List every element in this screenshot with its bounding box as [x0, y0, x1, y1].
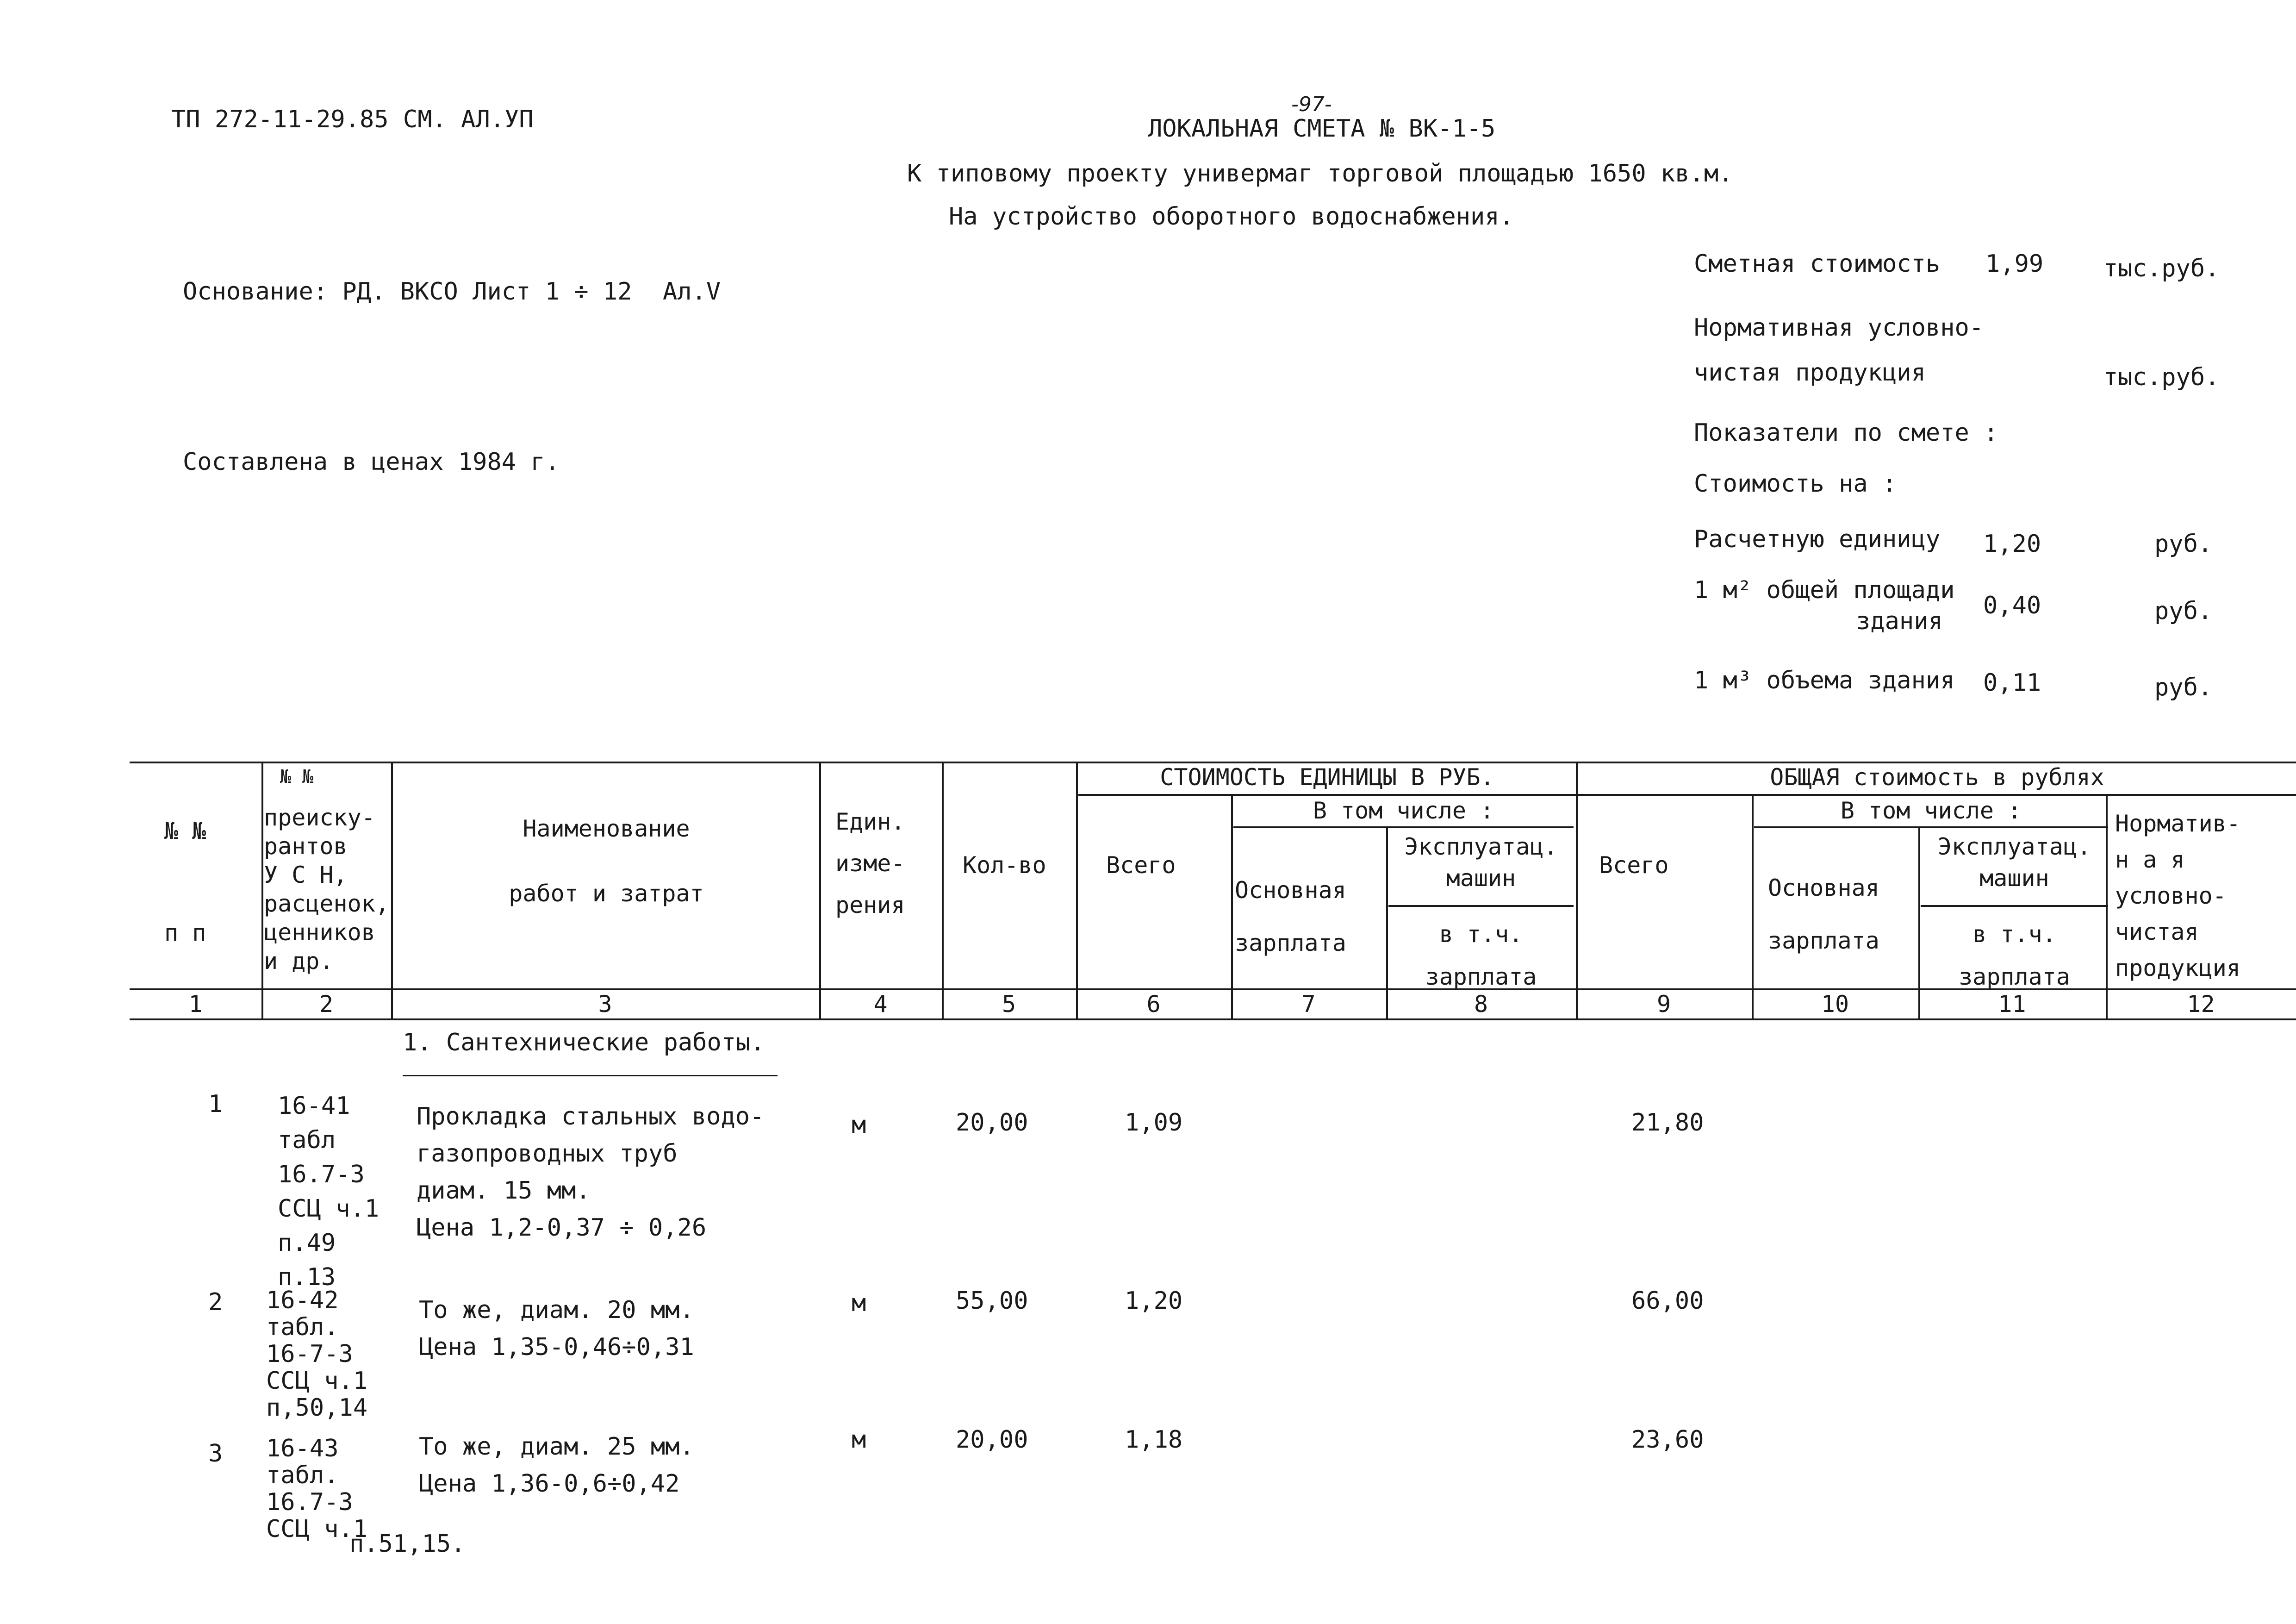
col-header-total-machine-wages: в т.ч. зарплата — [1959, 921, 2070, 990]
basis-text: Основание: РД. ВКСО Лист 1 ÷ 12 — [183, 278, 632, 306]
area-label-1: 1 м² общей площади — [1694, 576, 1955, 604]
area-unit: руб. — [2154, 597, 2213, 625]
page-number: -97- — [1291, 93, 1332, 116]
col-divider-9 — [1752, 794, 1754, 1018]
total-cost-header: ОБЩАЯ стоимость в рублях — [1770, 764, 2104, 791]
row-quantity: 55,00 — [956, 1287, 1028, 1315]
col-header-price-list: преиску- рантов У С Н, расценок, ценников и др. — [264, 804, 389, 974]
norm-label-1: Нормативная условно- — [1694, 314, 1984, 342]
col-number-11: 11 — [1998, 991, 2026, 1018]
price-basis: Составлена в ценах 1984 г. — [183, 448, 560, 476]
row-work-name: Прокладка стальных водо- газопроводных труб диам. 15 мм. Цена 1,2-0,37 ÷ 0,26 — [417, 1103, 765, 1242]
col-divider-1 — [261, 762, 263, 1018]
col-header-name: Наименование работ и затрат — [509, 815, 704, 907]
row-unit-cost: 1,20 — [1125, 1287, 1183, 1315]
row-price-code: 16-43 табл. 16.7-3 ССЦ ч.1 — [266, 1435, 368, 1543]
col-number-9: 9 — [1656, 991, 1671, 1018]
col-header-unit-wages: Основная зарплата — [1235, 877, 1346, 956]
row-price-code-tail: п.51,15. — [349, 1530, 466, 1558]
col-divider-7 — [1386, 826, 1388, 1018]
col11-split-line — [1921, 905, 2108, 907]
col-divider-8 — [1576, 762, 1578, 1018]
row-total-cost: 21,80 — [1631, 1109, 1704, 1137]
document-subtitle: К типовому проекту универмаг торговой площадью 1650 кв.м. — [907, 160, 1733, 187]
volume-unit: руб. — [2154, 674, 2213, 701]
row-number: 3 — [208, 1440, 223, 1468]
col-number-6: 6 — [1146, 991, 1161, 1018]
col-number-8: 8 — [1474, 991, 1488, 1018]
cost-on-label: Стоимость на : — [1694, 470, 1897, 498]
row-price-code: 16-41 табл 16.7-3 ССЦ ч.1 п.49 п.13 — [278, 1092, 380, 1291]
row-work-name: То же, диам. 20 мм. Цена 1,35-0,46÷0,31 — [419, 1296, 694, 1361]
row-price-code: 16-42 табл. 16-7-3 ССЦ ч.1 п,50,14 — [266, 1287, 368, 1422]
col-header-unit-machines: Эксплуатац. машин — [1404, 833, 1558, 892]
col-header-total-machines: Эксплуатац. машин — [1937, 833, 2091, 892]
row-total-cost: 66,00 — [1631, 1287, 1704, 1315]
col-header-price-list-top: № № — [280, 766, 314, 787]
col-divider-6 — [1231, 794, 1233, 1018]
norm-label-2: чистая продукция — [1694, 359, 1926, 387]
col-header-total-wages: Основная зарплата — [1768, 874, 1879, 954]
document-reference: ТП 272-11-29.85 СМ. АЛ.УП — [171, 106, 534, 133]
table-top-border — [130, 762, 2296, 763]
numbers-bottom-line — [130, 1018, 2296, 1020]
col-number-2: 2 — [319, 991, 334, 1018]
col8-split-line — [1388, 905, 1574, 907]
col-divider-2 — [391, 762, 393, 1018]
col-number-12: 12 — [2187, 991, 2215, 1018]
col-divider-4 — [942, 762, 944, 1018]
col-number-4: 4 — [873, 991, 888, 1018]
volume-label: 1 м³ объема здания — [1694, 667, 1955, 694]
calc-unit-unit: руб. — [2154, 530, 2213, 558]
row-number: 2 — [208, 1288, 223, 1316]
col-header-unit-machine-wages: в т.ч. зарплата — [1425, 921, 1537, 990]
col-divider-10 — [1918, 826, 1920, 1018]
smeta-cost-unit: тыс.руб. — [2103, 255, 2220, 282]
row-unit: м — [852, 1426, 866, 1454]
row-quantity: 20,00 — [956, 1109, 1028, 1137]
document-purpose: На устройство оборотного водоснабжения. — [949, 203, 1514, 231]
row-total-cost: 23,60 — [1631, 1426, 1704, 1454]
calc-unit-label: Расчетную единицу — [1694, 525, 1941, 553]
norm-unit: тыс.руб. — [2103, 363, 2220, 391]
col-number-5: 5 — [1002, 991, 1016, 1018]
col-header-unit: Един. изме- рения — [835, 808, 905, 918]
col-number-3: 3 — [598, 991, 612, 1018]
col-divider-5 — [1076, 762, 1078, 1018]
unit-cost-header: СТОИМОСТЬ ЕДИНИЦЫ В РУБ. — [1160, 764, 1494, 791]
row-unit: м — [852, 1289, 866, 1317]
smeta-cost-label: Сметная стоимость — [1694, 250, 1941, 278]
incl-line-right — [1754, 826, 2108, 828]
col-header-unit-total: Всего — [1106, 852, 1176, 879]
row-number: 1 — [208, 1090, 223, 1118]
row-unit-cost: 1,18 — [1125, 1426, 1183, 1454]
area-value: 0,40 — [1983, 592, 2041, 619]
col-number-1: 1 — [188, 991, 203, 1018]
section-heading: 1. Сантехнические работы. — [403, 1029, 765, 1056]
col-number-10: 10 — [1821, 991, 1849, 1018]
row-work-name: То же, диам. 25 мм. Цена 1,36-0,6÷0,42 — [419, 1433, 694, 1498]
col-header-total: Всего — [1599, 852, 1669, 879]
col-header-quantity: Кол-во — [963, 852, 1046, 879]
area-label-2: здания — [1856, 607, 1943, 635]
section-underline — [403, 1075, 778, 1076]
volume-value: 0,11 — [1983, 669, 2041, 697]
total-incl-header: В том числе : — [1840, 797, 2022, 824]
row-unit-cost: 1,09 — [1125, 1109, 1183, 1137]
col-divider-3 — [819, 762, 821, 1018]
col-number-7: 7 — [1301, 991, 1316, 1018]
document-title: ЛОКАЛЬНАЯ СМЕТА № ВК-1-5 — [1148, 115, 1496, 143]
calc-unit-value: 1,20 — [1983, 530, 2041, 558]
unit-incl-header: В том числе : — [1313, 797, 1494, 824]
smeta-cost-value: 1,99 — [1985, 250, 2044, 278]
row-quantity: 20,00 — [956, 1426, 1028, 1454]
incl-line-left — [1233, 826, 1574, 828]
col-header-number: № № п п — [164, 818, 206, 946]
group-header-line — [1078, 794, 2296, 796]
row-unit: м — [852, 1111, 866, 1139]
col-header-normative: Норматив- н а я условно- чистая продукция — [2115, 810, 2240, 981]
basis-album: Ал.V — [663, 278, 721, 306]
indicators-label: Показатели по смете : — [1694, 419, 1998, 447]
